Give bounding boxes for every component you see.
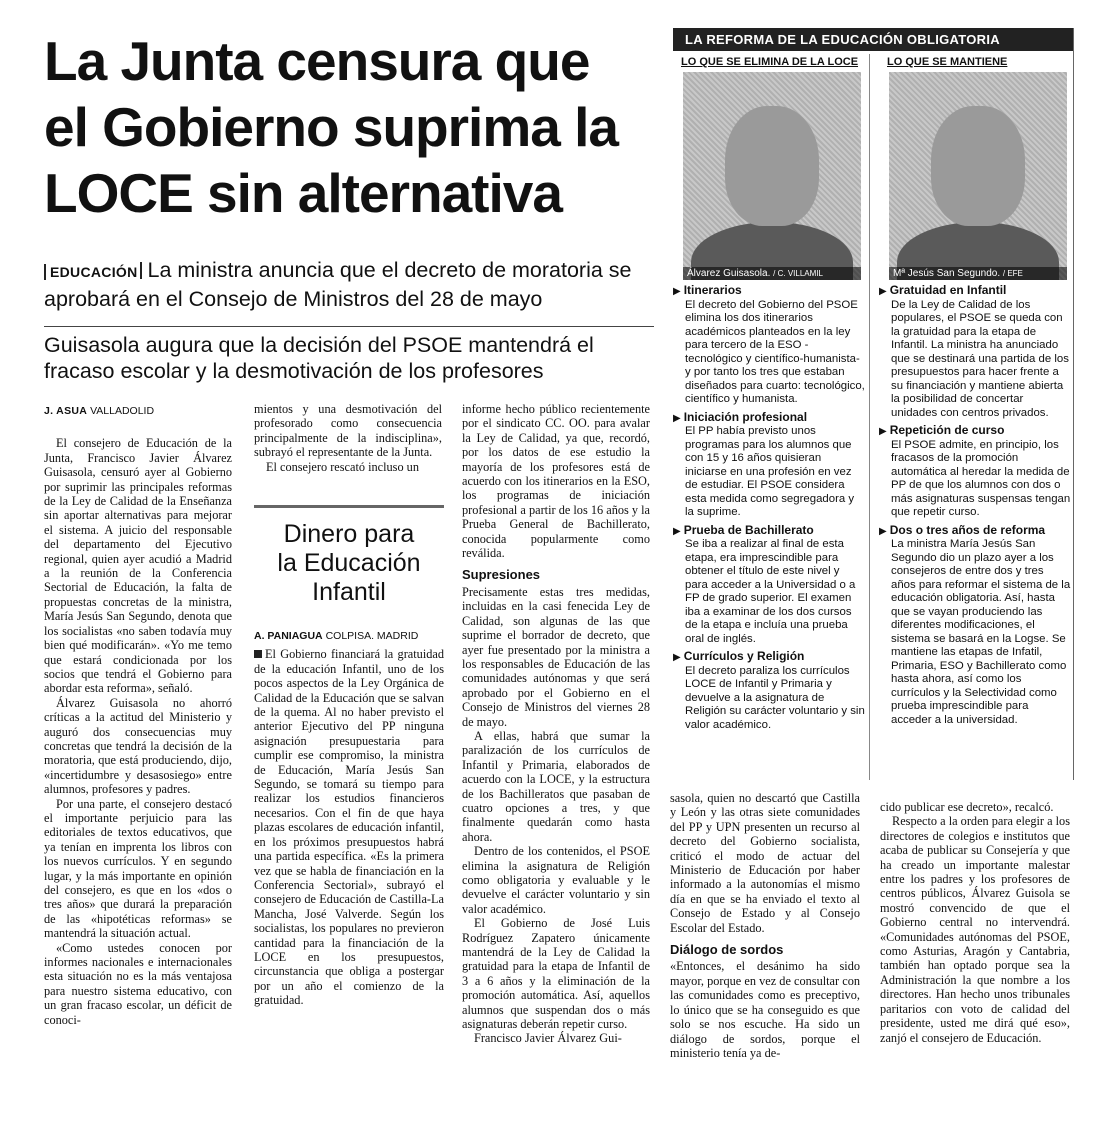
- panel-item-heading: [879, 524, 1071, 539]
- panel-item-heading: [673, 284, 865, 299]
- panel-item-heading: [673, 411, 865, 426]
- photo-caption-name: Álvarez Guisasola.: [687, 268, 771, 279]
- panel-title: LA REFORMA DE LA EDUCACIÓN OBLIGATORIA: [673, 28, 1073, 51]
- article-column-4: [670, 791, 860, 1060]
- photo-credit: / C. VILLAMIL: [773, 269, 823, 278]
- photo-face: [725, 106, 819, 226]
- headline-line-3: LOCE sin alternativa: [44, 162, 562, 224]
- sidebar-byline: [254, 629, 444, 643]
- article-column-2: [254, 402, 442, 474]
- section-heading: Supresiones: [462, 567, 541, 583]
- panel-item-heading-text: Itinerarios: [683, 283, 742, 297]
- paragraph: Por una parte, el consejero destacó el importante perjuicio para las editoriales de textos educativos, que ya tenían en imprenta los libros con los nuevos currículos. Y en segundo lugar, y la más importante en opinión del consejero, es que en los «dos o tres años» que durará la preparación de las «hipotéticas reformas» se mantendrá la situación actual.: [44, 796, 232, 941]
- article-column-1: [44, 404, 232, 1027]
- paragraph: informe hecho público recientemente por el sindicato CC. OO. para avalar la Ley de Calidad, ya que, recordó, por los datos de ese estudio la mayoría de los profesores está de acuerdo con los itinerarios en la ESO, los programas de iniciación profesional a partir de los 16 años y la Prueba General de Bachillerato, conocida popularmente como reválida.: [462, 402, 650, 561]
- triangle-bullet-icon: ▶: [879, 525, 887, 537]
- panel-item-heading-text: Repetición de curso: [889, 423, 1005, 437]
- photo-credit: / EFE: [1002, 269, 1023, 278]
- sidebar-paragraph-text: El Gobierno financiará la gratuidad de la educación Infantil, uno de los pocos aspectos de la Ley Orgánica de Calidad de la Educación que se salvan de la quema. Al no haber previsto el anterior Ejecutivo del PP ninguna asignación presupuestaria para cumplir ese compromiso, la ministra de Educación, María Jesús San Segundo, se tomará su tiempo para realizar los estudios financieros necesarios. Con el fin de que haya plazas escolares de educación infantil, en los próximos presupuestos habrá una partida específica. «Es la primera vez que se habla de financiación en la Conferencia Sectorial», subrayó el consejero de Educación de Castilla-La Mancha, José Valverde. Según los socialistas, los populares no previeron cantidad para la financiación de la LOCE en los presupuestos, circunstancia que obliga a postergar por un año el comienzo de la gratuidad.: [254, 647, 444, 1008]
- panel-item-heading-text: Dos o tres años de reforma: [889, 522, 1046, 537]
- headline-line-1: La Junta censura que: [44, 30, 590, 92]
- paragraph: Respecto a la orden para elegir a los directores de colegios e institutos que acaba de publicar su Consejería y que ha creado un importante malestar entre los padres y los profesores de centros públicos, Álvarez Guisola se mostró convencido de que el Gobierno central no intervendrá. «Comunidades autónomas del PSOE, como Asturias, Aragón y Cantabria, también han optado porque sea la Administración la que nombre a los directores. Han hecho unos tribunales paritarios con voto de calidad del presidente, usted me dirá qué eso», zanjó el consejero de Educación.: [880, 814, 1070, 1045]
- paragraph: A ellas, habrá que sumar la paralización de los currículos de Infantil y Primaria, elaborados de acuerdo con la LOCE, y la estructura de los Bachilleratos que pasaban de cuatro opciones a tres, y que finalmente quedarán como hasta ahora.: [462, 728, 650, 844]
- triangle-bullet-icon: ▶: [673, 525, 681, 537]
- panel-item-text: El decreto del Gobierno del PSOE elimina los dos itinerarios académicos planteados en la ley para tercero de la ESO -tecnológico y científico-humanista- y por tanto los tres que estaban diseñados para cuarto: tecnológico, científico y humanista.: [685, 298, 865, 405]
- section-heading: Diálogo de sordos: [670, 942, 784, 958]
- panel-column-kept: [879, 54, 1071, 727]
- eliminated-list: [673, 284, 865, 732]
- panel-item-text: Se iba a realizar al final de esta etapa, era imprescindible para obtener el título de este nivel y para acceder a la Universidad o a FP de grado superior. El examen iba a examinar de los dos cursos de la etapa e incluía una prueba oral de inglés.: [685, 538, 856, 645]
- panel-item: [673, 524, 865, 647]
- section-tag: EDUCACIÓN: [44, 264, 137, 280]
- sidebar-article: [254, 505, 444, 1008]
- sidebar-body: [254, 629, 444, 1008]
- triangle-bullet-icon: ▶: [673, 652, 681, 663]
- sidebar-author: A. PANIAGUA: [254, 630, 323, 642]
- article-column-5: [880, 800, 1070, 1045]
- paragraph: cido publicar ese decreto», recalcó.: [880, 800, 1054, 814]
- panel-item-heading: [673, 524, 865, 539]
- subheadline: Guisasola augura que la decisión del PSOE mantendrá el fracaso escolar y la desmotivación de los profesores: [44, 326, 654, 384]
- kept-list: [879, 284, 1071, 727]
- headline-line-2: el Gobierno suprima la: [44, 96, 618, 158]
- paragraph: [254, 647, 444, 1007]
- paragraph: sasola, quien no descartó que Castilla y León y las otras siete comunidades del PP y UPN presenten un recurso al decreto del Gobierno socialista, criticó el modo de actuar del Ministerio de Educación por haber informado a la autonomías el mismo día en que se ha enviado el texto al Consejo de Estado y al Consejo Escolar del Estado.: [670, 791, 860, 935]
- sidebar-title-line: Dinero para: [283, 520, 415, 548]
- photo-caption-name: Mª Jesús San Segundo.: [893, 268, 1001, 279]
- panel-item: [673, 650, 865, 732]
- panel-item: [673, 411, 865, 520]
- panel-item-text: El PP había previsto unos programas para los alumnos que con 15 y 16 años quisieran iniciarse en una profesión en vez de estudiar. El PSOE considera esta medida como segregadora y la suprime.: [685, 425, 855, 518]
- paragraph: Álvarez Guisasola no ahorró críticas a la actitud del Ministerio y auguró dos consecuencias muy concretas que tendrá la decisión de la moratoria, que está produciendo, dijo, «incertidumbre y desasosiego» entre alumnos, profesores y padres.: [44, 695, 232, 797]
- photo-san-segundo: [889, 72, 1067, 280]
- panel-item-text: De la Ley de Calidad de los populares, el PSOE se queda con la gratuidad para la etapa de Infantil. La ministra ha anunciado que se destinará una partida de los presupuestos para hacer frente a su financiación y mantiene abierta la posibilidad de concertar unidades con centros privados.: [891, 298, 1069, 419]
- byline-place: VALLADOLID: [90, 405, 155, 417]
- photo-face: [931, 106, 1025, 226]
- panel-item-heading-text: Prueba de Bachillerato: [683, 522, 814, 537]
- reform-panel: [673, 28, 1074, 780]
- paragraph: Dentro de los contenidos, el PSOE elimina la asignatura de Religión como obligatoria y evaluable y le devuelve el carácter voluntario y sin valor académico.: [462, 844, 650, 916]
- kicker-separator: [140, 262, 142, 279]
- panel-item-heading: [673, 650, 865, 665]
- panel-item-text: El decreto paraliza los currículos LOCE de Infantil y Primaria y devuelve a la asignatura de Religión su carácter voluntario y sin valor académico.: [685, 664, 865, 731]
- photo-caption: [889, 267, 1067, 280]
- triangle-bullet-icon: ▶: [673, 286, 681, 297]
- photo-alvarez-guisasola: [683, 72, 861, 280]
- panel-item-text: La ministra María Jesús San Segundo dio un plazo ayer a los consejeros de entre dos y tres años para reformar el sistema de la educación obligatoria. Así, hasta que se vayan produciendo las diferentes modificaciones, el sistema se basará en la Logse. Se mantiene las etapas de Infatil, Primaria, ESO y Bachillerato como hasta ahora, así como los currículos y la Selectividad como prueba imprescindible para acceder a la universidad.: [891, 538, 1071, 726]
- panel-item-heading: [879, 284, 1071, 299]
- panel-item-heading-text: Iniciación profesional: [683, 409, 808, 424]
- sidebar-title: [254, 520, 444, 607]
- photo-caption: [683, 267, 861, 280]
- paragraph: «Entonces, el desánimo ha sido mayor, porque en vez de consultar con las comunidades como es preceptivo, lo único que se ha conseguido es que solo se nos escuche. Ha sido un diálogo de sordos, porque el ministerio tenía ya de-: [670, 959, 860, 1060]
- triangle-bullet-icon: ▶: [673, 412, 681, 424]
- panel-item-heading-text: Gratuidad en Infantil: [889, 283, 1007, 297]
- article-column-3: [462, 402, 650, 1046]
- panel-item: [673, 284, 865, 407]
- paragraph: «Como ustedes conocen por informes nacionales e internacionales esta situación no es la más ventajosa para nuestro sistema educativo, con un gran fracaso escolar, un déficit de conoci-: [44, 940, 232, 1027]
- square-bullet-icon: [254, 650, 262, 658]
- paragraph: Francisco Javier Álvarez Gui-: [474, 1031, 622, 1046]
- byline: [44, 404, 232, 418]
- panel-item-text: El PSOE admite, en principio, los fracasos de la promoción automática al heredar la medida de PP de que los alumnos con dos o más asignaturas suspensas tengan que repetir curso.: [891, 438, 1071, 518]
- kicker-text: La ministra anuncia que el decreto de moratoria se aprobará en el Consejo de Ministros del 28 de mayo: [44, 258, 632, 311]
- paragraph: El Gobierno de José Luis Rodríguez Zapatero únicamente mantendrá de la Ley de Calidad la gratuidad para la etapa de Infantil de 3 a 6 años y la eliminación de la promoción automática. Así, aquellos alumnos que suspendan dos o más asignaturas deberán repetir curso.: [462, 916, 650, 1032]
- panel-label-eliminated: LO QUE SE ELIMINA DE LA LOCE: [681, 56, 859, 68]
- byline-author: J. ASUA: [44, 405, 88, 417]
- headline: [44, 28, 654, 226]
- panel-item: [879, 524, 1071, 728]
- panel-item-heading: [879, 424, 1071, 439]
- paragraph: mientos y una desmotivación del profesorado como consecuencia principalmente de la indisciplina», subrayó el representante de la Junta.: [254, 402, 442, 460]
- kicker: [44, 257, 654, 313]
- triangle-bullet-icon: ▶: [879, 286, 887, 297]
- panel-item: [879, 284, 1071, 420]
- panel-label-kept: LO QUE SE MANTIENE: [887, 56, 1008, 68]
- paragraph: El consejero de Educación de la Junta, Francisco Javier Álvarez Guisasola, censuró ayer al Gobierno por suprimir las principales reformas de la Ley de Calidad de la Enseñanza sin aportar alternativas para mejorar el sistema. A juicio del responsable del departamento del Ejecutivo regional, quien ayer acudió a Madrid a la reunión de la Conferencia Sectorial de Educación, la falta de propuestas concretas de la ministra, María Jesús San Segundo, denota que los socialistas «no saben todavía muy bien qué modificarán». «Yo me temo que estará condicionada por los socios que tendrá el Gobierno para abordar esta reforma», señaló.: [44, 436, 232, 696]
- sidebar-agency: COLPISA. MADRID: [325, 630, 419, 642]
- panel-item-heading-text: Currículos y Religión: [683, 649, 805, 663]
- triangle-bullet-icon: ▶: [879, 426, 887, 437]
- panel-column-eliminated: [673, 54, 870, 780]
- panel-item: [879, 424, 1071, 520]
- sidebar-title-line: la Educación: [277, 549, 421, 577]
- paragraph: El consejero rescató incluso un: [266, 459, 419, 474]
- paragraph: Precisamente estas tres medidas, incluidas en la casi fenecida Ley de Calidad, son algunas de las que suprime el borrador de decreto, que ayer fue presentado por la ministra a los responsables de Educación de las comunidades autónomas y que será aprobado por el Gobierno en el Consejo de Ministros del viernes 28 de mayo.: [462, 584, 650, 729]
- sidebar-title-line: Infantil: [312, 578, 386, 606]
